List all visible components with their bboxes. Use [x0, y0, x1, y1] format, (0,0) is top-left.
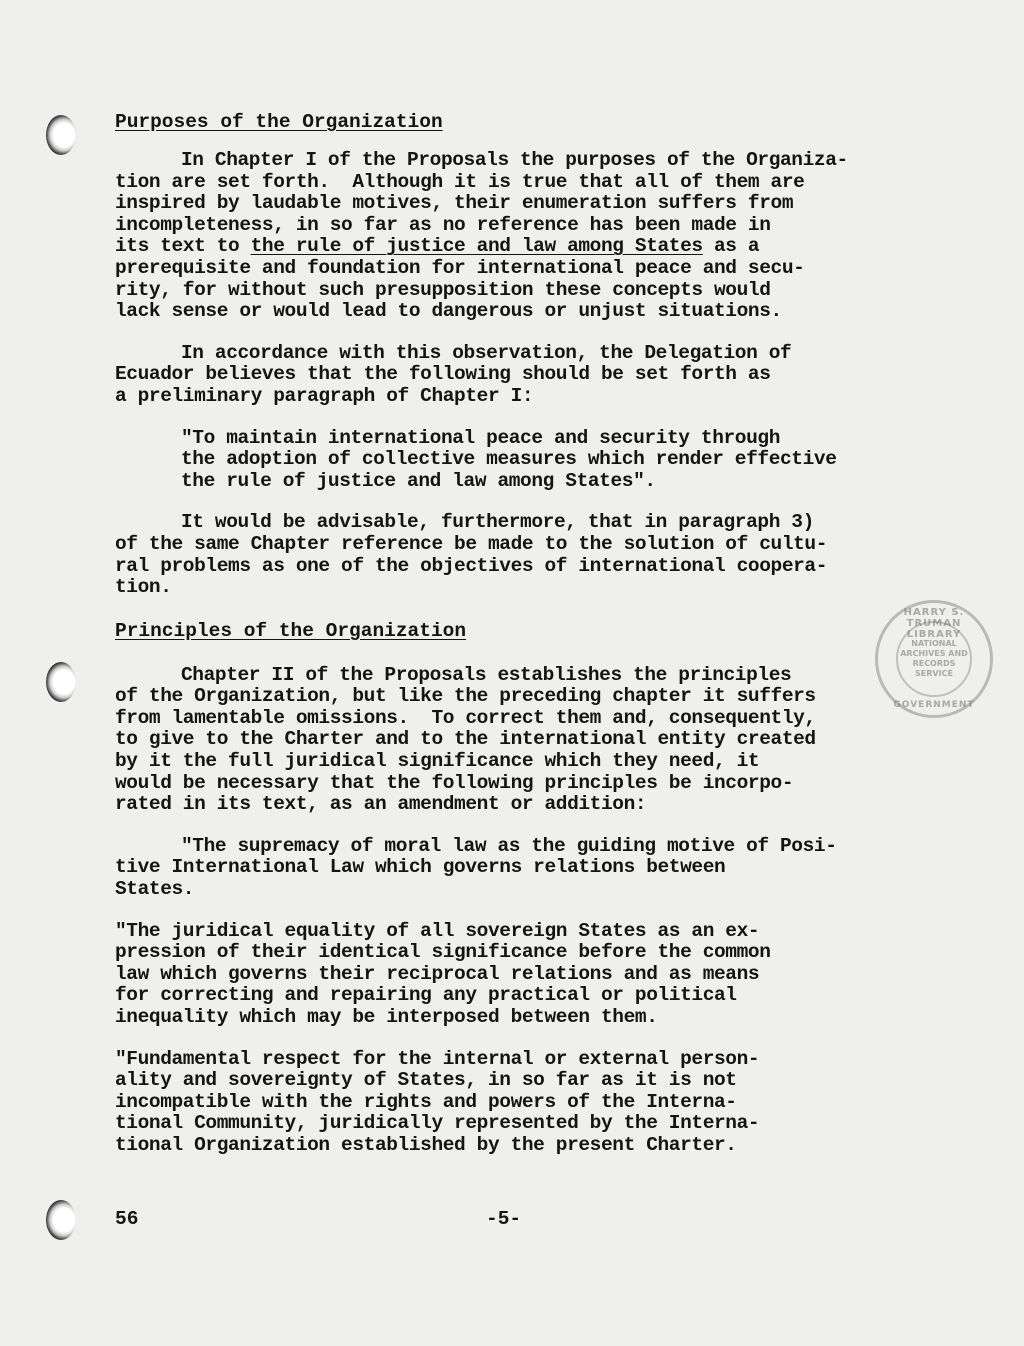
text-line: Ecuador believes that the following should be set forth as	[115, 363, 771, 386]
text-line: "The juridical equality of all sovereign States as an ex-	[115, 919, 760, 942]
text-line: to give to the Charter and to the international entity created	[115, 728, 816, 751]
text-line: prerequisite and foundation for international peace and secu-	[115, 256, 805, 279]
text-line: law which governs their reciprocal relations and as means	[115, 962, 760, 985]
stamp-bottom-text: GOVERNMENT	[893, 700, 975, 710]
text-line: a preliminary paragraph of Chapter I:	[115, 384, 534, 407]
stamp-center-line: RECORDS	[912, 659, 956, 668]
text-line: the rule of justice and law among States".	[181, 469, 656, 492]
quote-principles-2	[115, 921, 935, 1029]
underlined-phrase: the rule of justice and law among States	[250, 235, 703, 258]
quote-principles-3	[115, 1049, 935, 1157]
text-line: Chapter II of the Proposals establishes the principles	[181, 663, 792, 686]
text-line: inspired by laudable motives, their enumeration suffers from	[115, 192, 794, 215]
text-line: from lamentable omissions. To correct them and, consequently,	[115, 706, 816, 729]
document-body	[115, 110, 935, 1157]
text-line: rity, for without such presupposition these concepts would	[115, 278, 771, 301]
text-line: "To maintain international peace and security through	[181, 426, 781, 449]
text-line: rated in its text, as an amendment or addition:	[115, 793, 647, 816]
text-span: its text to	[115, 235, 251, 258]
quote-principles-1	[115, 836, 935, 901]
stamp-center-line: ARCHIVES AND	[900, 649, 968, 658]
paragraph-purposes-1	[115, 150, 935, 323]
text-line: "The supremacy of moral law as the guiding motive of Posi-	[181, 834, 837, 857]
text-line: In accordance with this observation, the Delegation of	[181, 341, 792, 364]
binder-hole-bottom	[46, 1200, 76, 1240]
stamp-center-line: SERVICE	[915, 669, 953, 678]
binder-hole-top	[46, 115, 76, 155]
text-line: In Chapter I of the Proposals the purposes of the Organiza-	[181, 149, 848, 171]
text-line: ality and sovereignty of States, in so far as it is not	[115, 1069, 737, 1092]
text-span: as a	[702, 235, 760, 258]
page-marker: -5-	[486, 1208, 522, 1230]
text-line: for correcting and repairing any practical or political	[115, 984, 737, 1007]
text-line: pression of their identical significance before the common	[115, 941, 771, 964]
text-line: the adoption of collective measures which render effective	[181, 448, 837, 471]
text-line: States.	[115, 878, 195, 901]
stamp-top-text: HARRY S. TRUMAN LIBRARY	[903, 607, 965, 640]
text-line: of the same Chapter reference be made to the solution of cultu-	[115, 532, 828, 555]
text-line: tional Community, juridically represented by the Interna-	[115, 1112, 760, 1135]
text-line: inequality which may be interposed between them.	[115, 1006, 658, 1028]
text-line: ral problems as one of the objectives of international coopera-	[115, 554, 828, 577]
paragraph-purposes-2	[115, 343, 935, 408]
archive-page-number: 56	[115, 1208, 139, 1230]
text-line: would be necessary that the following principles be incorpo-	[115, 771, 794, 794]
text-line: incompleteness, in so far as no reference has been made in	[115, 213, 771, 236]
text-line	[115, 236, 935, 258]
text-line: incompatible with the rights and powers of the Interna-	[115, 1090, 737, 1113]
section-heading-principles: Principles of the Organization	[115, 619, 467, 642]
quote-purposes-1	[115, 428, 935, 493]
text-line: lack sense or would lead to dangerous or unjust situations.	[115, 300, 782, 323]
stamp-center-line: NATIONAL	[911, 639, 957, 648]
text-line: tive International Law which governs relations between	[115, 856, 726, 879]
text-line: tion are set forth. Although it is true that all of them are	[115, 170, 805, 193]
text-line: It would be advisable, furthermore, that in paragraph 3)	[181, 511, 814, 534]
text-line: tional Organization established by the present Charter.	[115, 1133, 737, 1156]
paragraph-purposes-3	[115, 512, 935, 598]
page-footer	[115, 1208, 935, 1232]
text-line: tion.	[115, 576, 172, 599]
paragraph-principles-1	[115, 665, 935, 816]
binder-hole-middle	[46, 662, 76, 702]
text-line: by it the full juridical significance which they need, it	[115, 750, 760, 773]
text-line: of the Organization, but like the preceding chapter it suffers	[115, 685, 816, 708]
text-line: "Fundamental respect for the internal or external person-	[115, 1047, 760, 1070]
section-heading-purposes: Purposes of the Organization	[115, 111, 443, 133]
